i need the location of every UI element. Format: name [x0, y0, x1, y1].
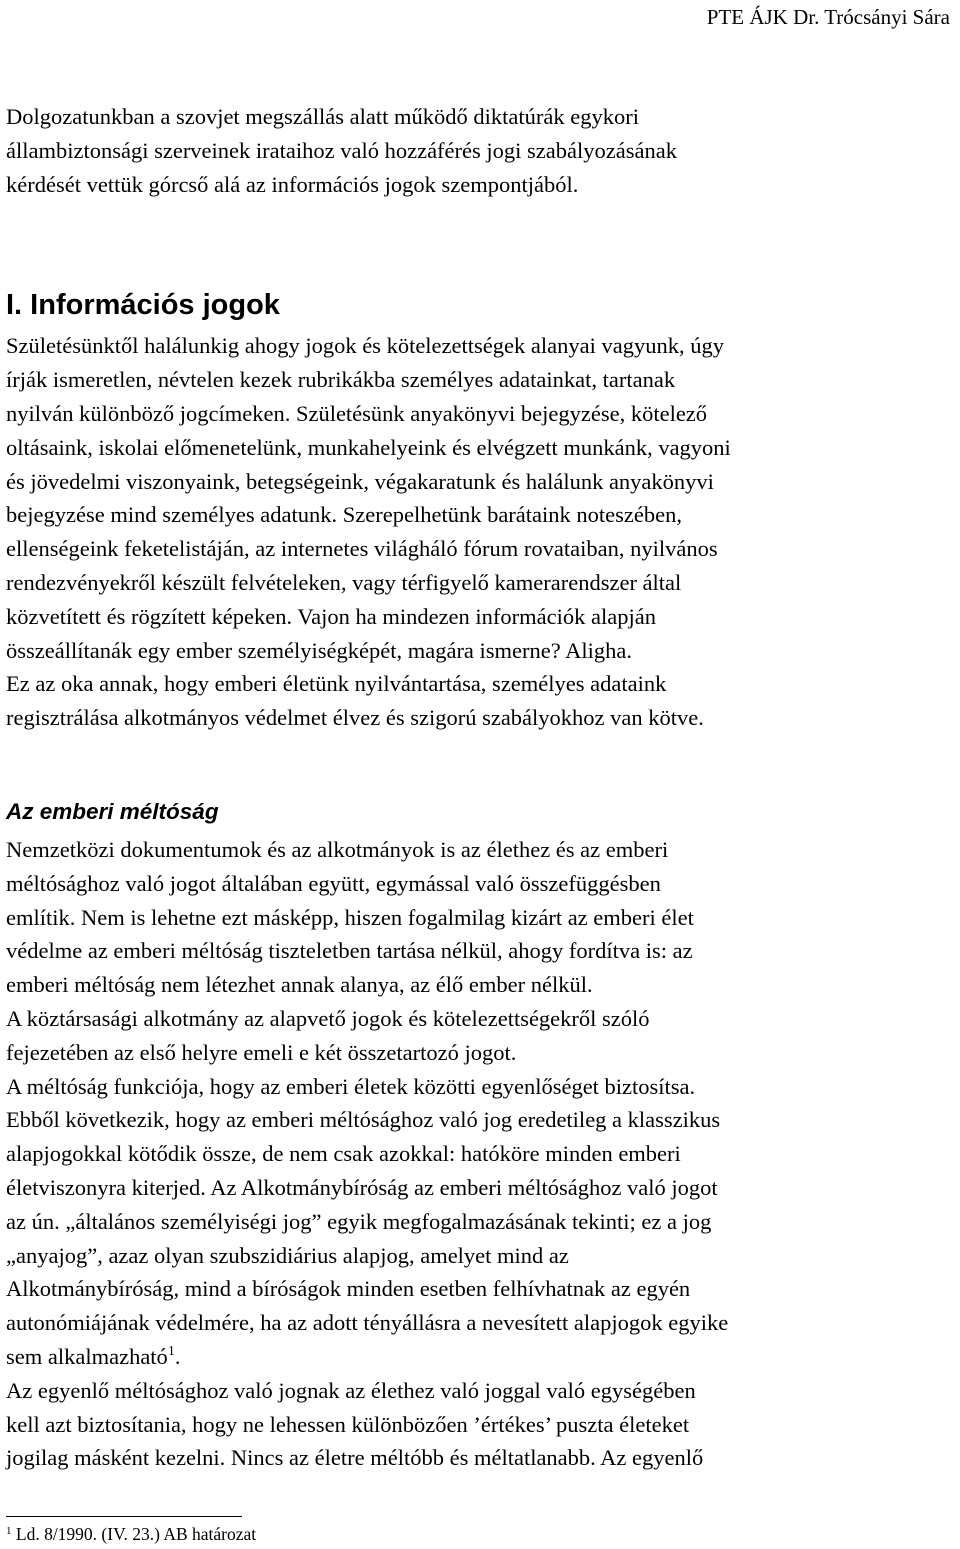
footnote-divider: [6, 1516, 242, 1517]
text-line: oltásaink, iskolai előmenetelünk, munkahelyeink és elvégzett munkánk, vagyoni: [6, 434, 731, 460]
text-line: A köztársasági alkotmány az alapvető jogok és kötelezettségekről szóló: [6, 1005, 650, 1031]
text-line: kérdését vettük górcső alá az információs jogok szempontjából.: [6, 171, 579, 197]
text-line: kell azt biztosítania, hogy ne lehessen különbözően ’értékes’ puszta életeket: [6, 1411, 690, 1437]
text-line: rendezvényekről készült felvételeken, vagy térfigyelő kamerarendszer által: [6, 569, 682, 595]
text-line: és jövedelmi viszonyaink, betegségeink, végakaratunk és halálunk anyakönyvi: [6, 468, 714, 494]
text-line: A méltóság funkciója, hogy az emberi életek közötti egyenlőséget biztosítsa.: [6, 1073, 696, 1099]
text-line: az ún. „általános személyiségi jog” egyik megfogalmazásának tekinti; ez a jog: [6, 1208, 712, 1234]
text-line: közvetített és rögzített képeken. Vajon ha mindezen információk alapján: [6, 603, 656, 629]
text-line: fejezetében az első helyre emeli e két összetartozó jogot.: [6, 1039, 517, 1065]
text-line: méltósághoz való jogot általában együtt, egymással való összefüggésben: [6, 870, 661, 896]
text-line: [6, 1340, 956, 1374]
text-line: autonómiájának védelmére, ha az adott tényállásra a nevesített alapjogok egyike: [6, 1310, 729, 1336]
footnote-number: 1: [6, 1525, 12, 1537]
text-line: jogilag másként kezelni. Nincs az életre méltóbb és méltatlanabb. Az egyenlő: [6, 1445, 704, 1471]
text-line: ellenségeink feketelistáján, az internetes világháló fórum rovataiban, nyilvános: [6, 536, 718, 562]
text-line: Születésünktől halálunkig ahogy jogok és kötelezettségek alanyai vagyunk, úgy: [6, 333, 724, 359]
text-line: említik. Nem is lehetne ezt másképp, hiszen fogalmilag kizárt az emberi élet: [6, 904, 694, 930]
text-line: összeállítanák egy ember személyiségképét, magára ismerne? Aligha.: [6, 637, 633, 663]
text-fragment: .: [174, 1343, 181, 1369]
text-line: alapjogokkal kötődik össze, de nem csak azokkal: hatóköre minden emberi: [6, 1141, 681, 1167]
text-line: Nemzetközi dokumentumok és az alkotmányok is az élethez és az emberi: [6, 836, 669, 862]
intro-paragraph: [6, 100, 956, 201]
text-line: bejegyzése mind személyes adatunk. Szerepelhetünk barátaink noteszében,: [6, 502, 682, 528]
footnote: [6, 1523, 256, 1545]
footnote-reference[interactable]: 1: [167, 1343, 175, 1359]
document-body: [6, 100, 956, 1475]
text-fragment: sem alkalmazható: [6, 1343, 168, 1369]
text-line: életviszonyra kiterjed. Az Alkotmánybíróság az emberi méltósághoz való jogot: [6, 1174, 718, 1200]
text-line: Az egyenlő méltósághoz való jognak az élethez való joggal való egységében: [6, 1377, 696, 1403]
text-line: Ez az oka annak, hogy emberi életünk nyilvántartása, személyes adataink: [6, 671, 667, 697]
footnote-text: Ld. 8/1990. (IV. 23.) AB határozat: [11, 1524, 257, 1544]
section-heading-emberi-meltosag: Az emberi méltóság: [6, 798, 219, 824]
section-paragraph: [6, 833, 956, 1475]
text-line: Ebből következik, hogy az emberi méltósághoz való jog eredetileg a klasszikus: [6, 1107, 721, 1133]
text-line: állambiztonsági szerveinek irataihoz való hozzáférés jogi szabályozásának: [6, 137, 677, 163]
text-line: emberi méltóság nem létezhet annak alanya, az élő ember nélkül.: [6, 972, 593, 998]
text-line: regisztrálása alkotmányos védelmet élvez és szigorú szabályokhoz van kötve.: [6, 705, 704, 731]
section-paragraph: [6, 329, 956, 735]
text-line: Dolgozatunkban a szovjet megszállás alatt működő diktatúrák egykori: [6, 104, 639, 129]
text-line: Alkotmánybíróság, mind a bíróságok minden esetben felhívhatnak az egyén: [6, 1276, 691, 1302]
text-line: írják ismeretlen, névtelen kezek rubrikákba személyes adatainkat, tartanak: [6, 367, 676, 393]
text-line: „anyajog”, azaz olyan szubszidiárius alapjog, amelyet mind az: [6, 1242, 569, 1268]
text-line: nyilván különböző jogcímeken. Születésünk anyakönyvi bejegyzése, kötelező: [6, 400, 708, 426]
section-heading-informacios-jogok: I. Információs jogok: [6, 289, 280, 322]
page-header: PTE ÁJK Dr. Trócsányi Sára: [706, 5, 950, 29]
text-line: védelme az emberi méltóság tiszteletben tartása nélkül, ahogy fordítva is: az: [6, 938, 693, 964]
